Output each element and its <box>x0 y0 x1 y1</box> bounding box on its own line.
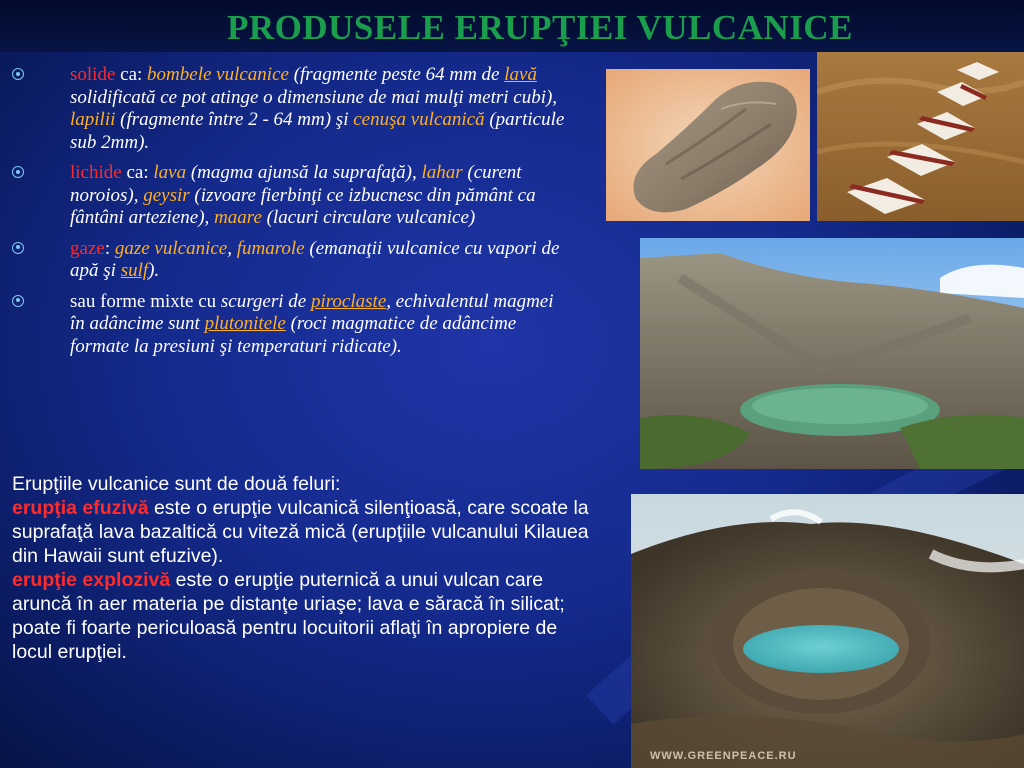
separator: : <box>104 237 115 259</box>
explosive-label: erupţie explozivă <box>12 569 171 591</box>
description: (particule sub 2mm). <box>70 109 565 153</box>
bullet-icon <box>12 242 24 254</box>
description: (izvoare fierbinţi ce izbucnesc din pământ ca fântâni arteziene), <box>70 184 536 228</box>
separator: ca: <box>115 64 148 85</box>
effusive-label: erupţia efuzivă <box>12 497 149 519</box>
eruptions-intro: Erupţiile vulcanice sunt de două feluri: <box>12 473 341 495</box>
separator: , <box>227 237 237 259</box>
link-piroclaste[interactable]: piroclaste <box>310 290 387 312</box>
term-volcanic-gases: gaze vulcanice <box>114 237 228 259</box>
crater-lake-photo <box>640 238 1024 469</box>
description: , echivalentul magmei în adâncime sunt <box>70 290 554 334</box>
eruption-types-text <box>12 472 590 664</box>
effusive-paragraph <box>12 496 590 568</box>
description: sau forme mixte cu <box>70 290 221 312</box>
description: (curent noroios), <box>70 162 522 206</box>
term-lava: lava <box>153 162 187 183</box>
description: (lacuri circulare vulcanice) <box>261 207 476 228</box>
effusive-text: este o erupţie vulcanică silenţioasă, care scoate la suprafaţă lava bazaltică cu viteză mică (erupţiile vulcanului Kilauea din Hawaii sunt efuzive). <box>12 497 589 567</box>
link-lava[interactable]: lavă <box>504 64 537 85</box>
term-volcanic-bombs: bombele vulcanice <box>147 64 289 85</box>
category-label: solide <box>70 64 116 85</box>
description: ). <box>148 260 160 281</box>
list-item-mixed <box>12 291 572 359</box>
slide-title: PRODUSELE ERUPŢIEI VULCANICE <box>227 8 853 47</box>
bullet-icon <box>12 295 24 307</box>
bullet-icon <box>12 68 24 80</box>
description: (fragmente peste 64 mm de <box>288 64 505 85</box>
list-item-solid <box>12 64 572 154</box>
link-sulf[interactable]: sulf <box>120 260 149 281</box>
description: (fragmente între 2 - 64 mm) şi <box>115 109 354 130</box>
bullet-icon <box>12 166 24 178</box>
term-volcanic-ash: cenuşa vulcanică <box>353 109 485 130</box>
term-lahar: lahar <box>421 162 463 183</box>
list-item-liquid <box>12 162 572 230</box>
ash-covered-houses-photo <box>817 52 1024 221</box>
category-label: gaze <box>70 237 105 259</box>
description: scurgeri de <box>220 290 311 312</box>
explosive-paragraph <box>12 568 590 664</box>
term-maare: maare <box>214 207 262 228</box>
category-label: lichide <box>70 162 122 183</box>
volcanic-bomb-photo <box>606 69 810 221</box>
term-lapilli: lapilii <box>70 109 116 130</box>
description: (emanaţii vulcanice cu vapori de apă şi <box>70 237 560 281</box>
aerial-crater-lake-photo <box>631 494 1024 768</box>
link-plutonitele[interactable]: plutonitele <box>204 313 286 334</box>
separator: ca: <box>121 162 154 183</box>
term-geysir: geysir <box>143 184 190 206</box>
description: solidificată ce pot atinge o dimensiune de mai mulţi metri cubi), <box>70 86 558 108</box>
list-item-gas <box>12 238 572 283</box>
description: (roci magmatice de adâncime formate la presiuni şi temperaturi ridicate). <box>70 313 517 357</box>
products-list <box>12 64 572 366</box>
explosive-text: este o erupţie puternică a unui vulcan care aruncă în aer materia pe distanţe uriaşe; lava e săracă în silicat; poate fi foarte periculoasă pentru locuitorii aflaţi în apropiere de locul erupţiei. <box>12 569 565 663</box>
term-fumaroles: fumarole <box>236 237 305 259</box>
description: (magma ajunsă la suprafaţă), <box>186 162 422 183</box>
watermark-text: WWW.GREENPEACE.RU <box>650 750 797 762</box>
